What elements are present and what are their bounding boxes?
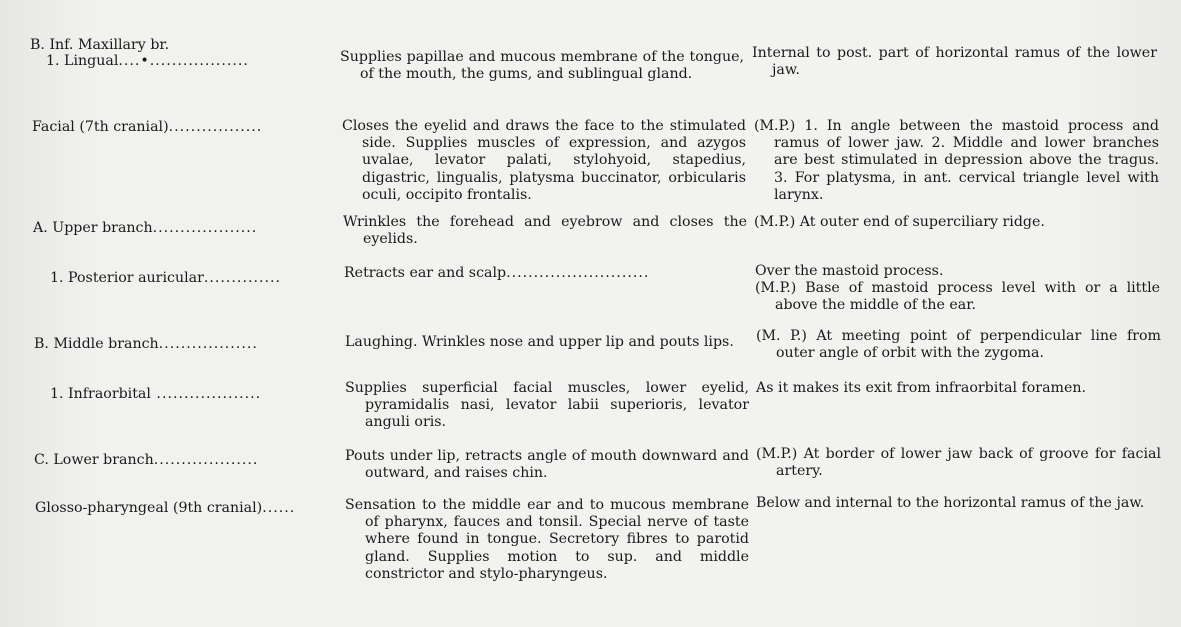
action-text: Sensation to the middle ear and to mucous membrane of pharynx, fauces and tonsil. Special nerve of taste where found in tongue. Secretory fibres to parotid gland. Supplies motion to sup. and middle constrictor and stylo-pharyngeus. <box>345 497 749 582</box>
action-cell <box>344 265 748 282</box>
action-text: Supplies papillae and mucous membrane of the tongue, of the mouth, the gums, and sublingual gland. <box>340 49 744 83</box>
nerve-name-cell <box>50 386 330 403</box>
nerve-name: 1. Posterior auricular <box>50 270 204 286</box>
leader-dots: .............. <box>203 270 282 286</box>
stimulation-point-text: Below and internal to the horizontal ramus of the jaw. <box>756 495 1145 511</box>
action-text: Retracts ear and scalp <box>344 265 507 281</box>
stimulation-point-text: Internal to post. part of horizontal ramus of the lower jaw. <box>752 45 1157 79</box>
section-heading: B. Inf. Maxillary br. <box>30 37 170 53</box>
leader-dots: ....•.................. <box>118 53 249 69</box>
stimulation-point-text: (M.P.) 1. In angle between the mastoid process and ramus of lower jaw. 2. Middle and lower branches are best stimulated in depression above the tragus. 3. For platysma, in ant. cervical triangle level with larynx. <box>754 118 1159 203</box>
nerve-name: Facial (7th cranial) <box>32 119 169 135</box>
nerve-name-cell <box>50 270 330 287</box>
nerve-name: 1. Lingual <box>46 53 119 69</box>
action-text: Closes the eyelid and draws the face to the stimulated side. Supplies muscles of expression, and azygos uvalae, levator palati, stylohyoid, stapedius, digastric, lingualis, platysma buccinator, orbicularis oculi, occipito frontalis. <box>342 118 746 203</box>
leader-dots: ................... <box>152 220 258 236</box>
leader-dots: .................. <box>158 336 258 352</box>
action-cell <box>340 49 744 83</box>
action-cell <box>345 334 749 351</box>
nerve-name: B. Middle branch <box>34 336 159 352</box>
action-cell <box>345 497 749 583</box>
action-cell <box>343 214 747 248</box>
action-text: Supplies superficial facial muscles, lower eyelid, pyramidalis nasi, levator labii superioris, levator anguli oris. <box>345 380 749 431</box>
stimulation-point-text: As it makes its exit from infraorbital foramen. <box>756 380 1087 396</box>
nerve-name-cell <box>35 500 335 517</box>
stimulation-point-cell <box>754 214 1159 231</box>
nerve-name-cell <box>34 452 329 469</box>
nerve-name-cell <box>46 53 326 70</box>
stimulation-point-cell <box>752 45 1157 79</box>
nerve-name: 1. Infraorbital <box>50 386 151 402</box>
leader-dots: ................. <box>168 119 263 135</box>
stimulation-point-note: (M.P.) Base of mastoid process level with or a little above the middle of the ear. <box>755 280 1160 314</box>
nerve-name: A. Upper branch <box>33 220 153 236</box>
stimulation-point-text: (M. P.) At meeting point of perpendicular line from outer angle of orbit with the zygoma. <box>756 328 1161 362</box>
nerve-name: Glosso-pharyngeal (9th cranial) <box>35 500 263 516</box>
nerve-name-cell <box>32 119 327 136</box>
stimulation-point-cell <box>756 328 1161 362</box>
action-text: Laughing. Wrinkles nose and upper lip and pouts lips. <box>345 334 734 350</box>
stimulation-point-text: (M.P.) At outer end of superciliary ridge. <box>754 214 1045 230</box>
nerve-name-cell <box>33 220 328 237</box>
action-cell <box>342 118 746 204</box>
stimulation-point-cell <box>755 263 1160 315</box>
stimulation-point-cell <box>756 495 1161 512</box>
action-text: Wrinkles the forehead and eyebrow and closes the eyelids. <box>343 214 747 248</box>
stimulation-point-cell <box>756 380 1161 397</box>
stimulation-point-text: (M.P.) At border of lower jaw back of groove for facial artery. <box>756 446 1161 480</box>
stimulation-point-cell <box>754 118 1159 204</box>
nerve-name-cell <box>34 336 329 353</box>
action-text: Pouts under lip, retracts angle of mouth downward and outward, and raises chin. <box>345 448 749 482</box>
leader-dots: ................... <box>150 386 262 402</box>
leader-dots: ................... <box>153 452 259 468</box>
stimulation-point-text: Over the mastoid process. <box>755 263 944 279</box>
leader-dots: .......................... <box>506 265 650 281</box>
leader-dots: ...... <box>262 500 296 516</box>
action-cell <box>345 448 749 482</box>
action-cell <box>345 380 749 432</box>
nerve-name: C. Lower branch <box>34 452 154 468</box>
stimulation-point-cell <box>756 446 1161 480</box>
